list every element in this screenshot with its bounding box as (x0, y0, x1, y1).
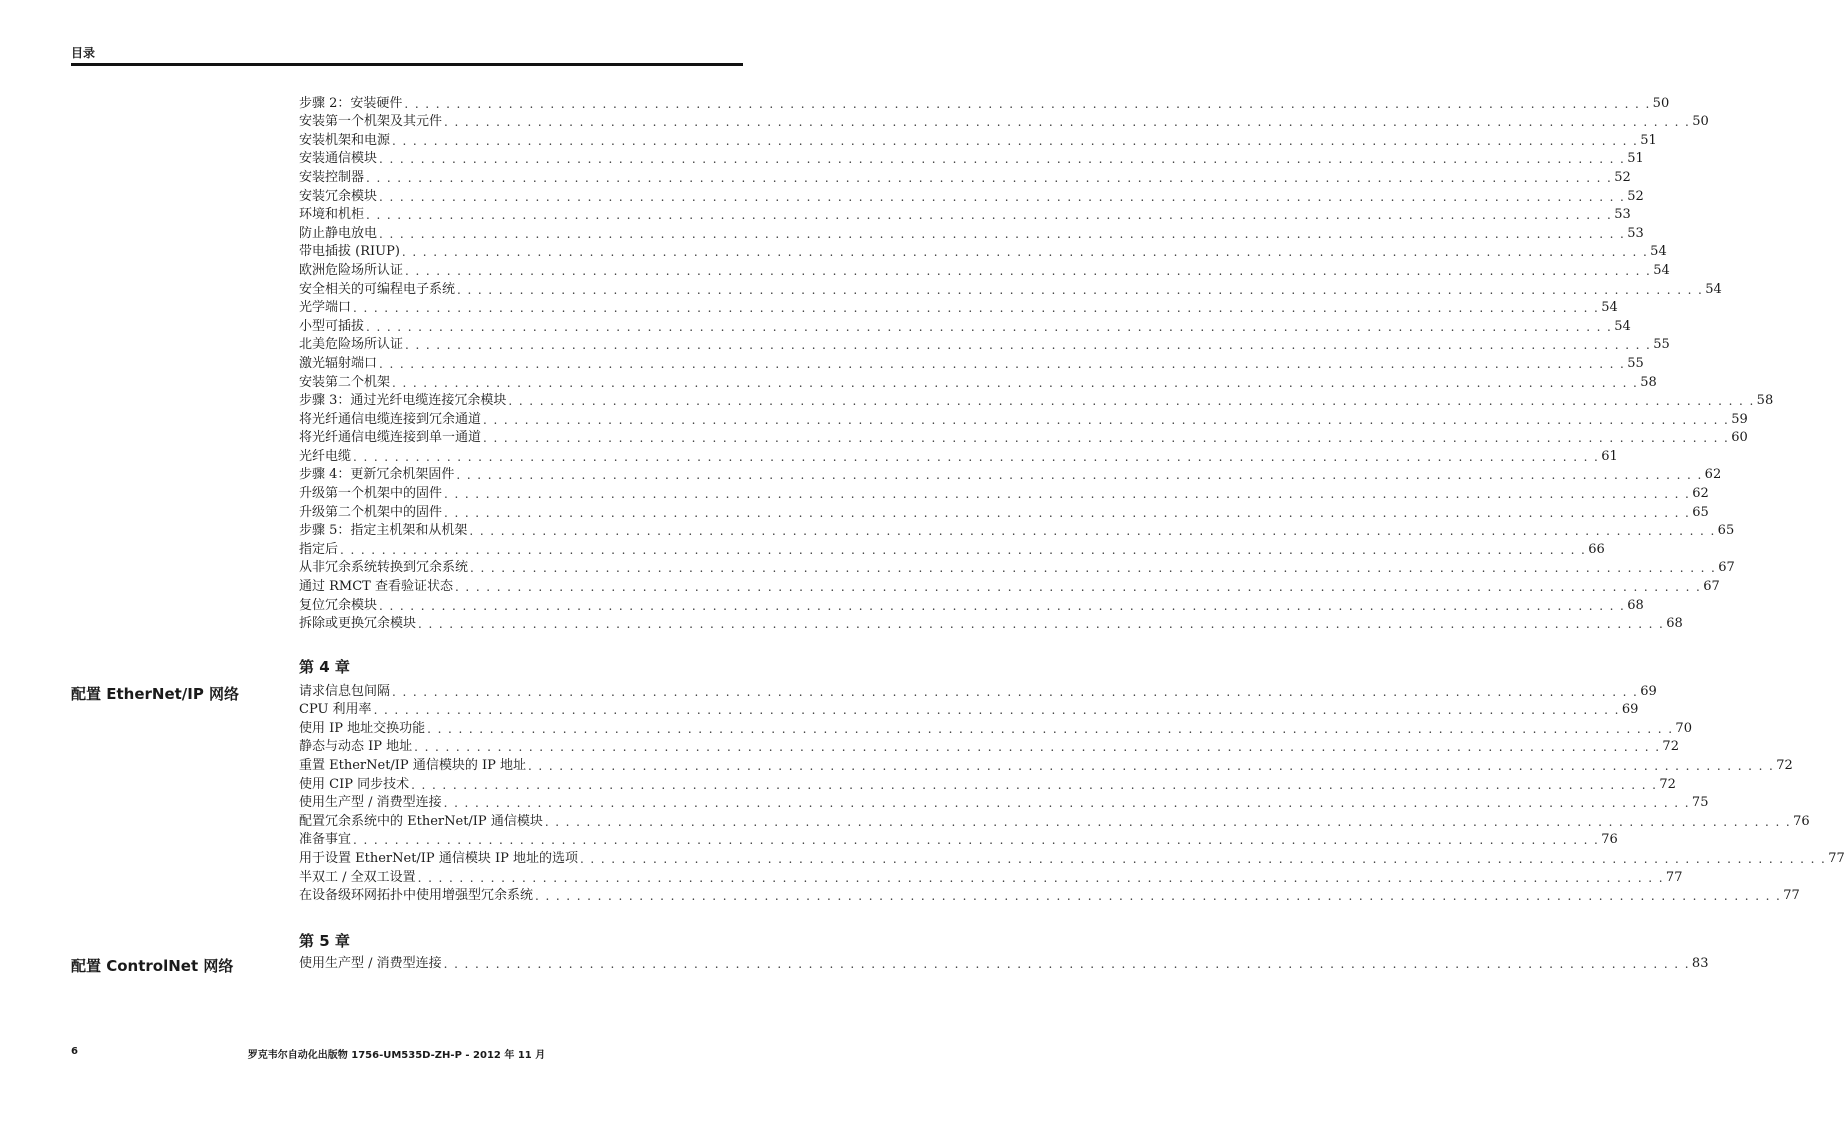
toc-entry[interactable] (299, 168, 1631, 187)
toc-leader-dots: . . . . . . . . . . . . . . . . . . . . . . . . . . . . . . . . . . . . . . . . . . . . . . . . . . . . . . . . . . . . . . . . . . . . . . . . . . . . . . . . . . . . . . . . . . . . . . . . . . . . . . . . . . . . . . . . . . . . . . . . (411, 777, 1658, 792)
toc-list-group-1 (299, 94, 1774, 633)
toc-leader-dots: . . . . . . . . . . . . . . . . . . . . . . . . . . . . . . . . . . . . . . . . . . . . . . . . . . . . . . . . . . . . . . . . . . . . . . . . . . . . . . . . . . . . . . . . . . . . . . . . . . . . . . . . . . . . . . . . . . . . . . . . (483, 431, 1730, 446)
toc-entry-title: 半双工 / 全双工设置 (299, 869, 416, 885)
toc-entry-title: 小型可插拔 (299, 318, 365, 334)
toc-entry-page: 76 (1601, 832, 1618, 848)
chapter-4-label: 第 4 章 (299, 658, 350, 676)
toc-entry-title: 将光纤通信电缆连接到单一通道 (299, 430, 482, 446)
toc-leader-dots: . . . . . . . . . . . . . . . . . . . . . . . . . . . . . . . . . . . . . . . . . . . . . . . . . . . . . . . . . . . . . . . . . . . . . . . . . . . . . . . . . . . . . . . . . . . . . . . . . . . . . . . . . . . . . . . . . . . . . . . . (404, 96, 1651, 111)
toc-entry-title: 安全相关的可编程电子系统 (299, 281, 456, 297)
toc-entry[interactable] (299, 224, 1644, 243)
toc-entry-title: CPU 利用率 (299, 702, 372, 718)
toc-entry-title: 使用生产型 / 消费型连接 (299, 795, 442, 811)
toc-entry-title: 在设备级环网拓扑中使用增强型冗余系统 (299, 888, 534, 904)
toc-entry[interactable] (299, 682, 1657, 701)
toc-entry[interactable] (299, 466, 1722, 485)
toc-leader-dots: . . . . . . . . . . . . . . . . . . . . . . . . . . . . . . . . . . . . . . . . . . . . . . . . . . . . . . . . . . . . . . . . . . . . . . . . . . . . . . . . . . . . . . . . . . . . . . . . . . . . . . . . . . . . . . . . . . . . . . . . (544, 814, 1792, 829)
toc-entry[interactable] (299, 243, 1667, 262)
toc-entry-page: 65 (1717, 523, 1735, 539)
toc-leader-dots: . . . . . . . . . . . . . . . . . . . . . . . . . . . . . . . . . . . . . . . . . . . . . . . . . . . . . . . . . . . . . . . . . . . . . . . . . . . . . . . . . . . . . . . . . . . . . . . . . . . . . . . . . . . . . . . . . . . . . . . . (418, 617, 1665, 632)
toc-entry-title: 通过 RMCT 查看验证状态 (299, 579, 453, 595)
toc-leader-dots: . . . . . . . . . . . . . . . . . . . . . . . . . . . . . . . . . . . . . . . . . . . . . . . . . . . . . . . . . . . . . . . . . . . . . . . . . . . . . . . . . . . . . . . . . . . . . . . . . . . . . . . . . . . . . . . . . . . . . . . . (508, 394, 1755, 409)
toc-entry[interactable] (299, 775, 1676, 794)
toc-entry-page: 54 (1650, 244, 1667, 260)
toc-entry[interactable] (299, 280, 1722, 299)
toc-entry[interactable] (299, 559, 1735, 578)
toc-entry[interactable] (299, 317, 1631, 336)
toc-entry-page: 53 (1627, 225, 1644, 241)
toc-leader-dots: . . . . . . . . . . . . . . . . . . . . . . . . . . . . . . . . . . . . . . . . . . . . . . . . . . . . . . . . . . . . . . . . . . . . . . . . . . . . . . . . . . . . . . . . . . . . . . . . . . . . . . . . . . . . . . . . . . . . . . . . (379, 356, 1626, 371)
toc-entry-page: 61 (1601, 448, 1618, 464)
chapter-5-section-title: 配置 ControlNet 网络 (71, 957, 234, 975)
toc-leader-dots: . . . . . . . . . . . . . . . . . . . . . . . . . . . . . . . . . . . . . . . . . . . . . . . . . . . . . . . . . . . . . . . . . . . . . . . . . . . . . . . . . . . . . . . . . . . . . . . . . . . . . . . . . . . . . . . . . . . . . . . . (417, 870, 1664, 885)
toc-entry-page: 53 (1614, 207, 1631, 223)
toc-leader-dots: . . . . . . . . . . . . . . . . . . . . . . . . . . . . . . . . . . . . . . . . . . . . . . . . . . . . . . . . . . . . . . . . . . . . . . . . . . . . . . . . . . . . . . . . . . . . . . . . . . . . . . . . . . . . . . . . . . . . . . . . (353, 301, 1600, 316)
toc-entry-title: 配置冗余系统中的 EtherNet/IP 通信模块 (299, 813, 543, 829)
toc-list-chapter-4 (299, 682, 1845, 905)
toc-entry-page: 58 (1640, 374, 1657, 390)
toc-entry-title: 安装机架和电源 (299, 132, 391, 148)
chapter-4-section-title: 配置 EtherNet/IP 网络 (71, 685, 240, 703)
toc-entry[interactable] (299, 868, 1683, 887)
toc-entry[interactable] (299, 447, 1618, 466)
toc-entry-title: 步骤 3：通过光纤电缆连接冗余模块 (299, 393, 507, 409)
toc-leader-dots: . . . . . . . . . . . . . . . . . . . . . . . . . . . . . . . . . . . . . . . . . . . . . . . . . . . . . . . . . . . . . . . . . . . . . . . . . . . . . . . . . . . . . . . . . . . . . . . . . . . . . . . . . . . . . . . . . . . . . . . . (414, 740, 1661, 755)
toc-leader-dots: . . . . . . . . . . . . . . . . . . . . . . . . . . . . . . . . . . . . . . . . . . . . . . . . . . . . . . . . . . . . . . . . . . . . . . . . . . . . . . . . . . . . . . . . . . . . . . . . . . . . . . . . . . . . . . . . . . . . . . . . (340, 542, 1587, 557)
toc-entry[interactable] (299, 354, 1644, 373)
toc-entry-title: 环境和机柜 (299, 207, 365, 223)
toc-entry[interactable] (299, 373, 1657, 392)
toc-entry-title: 静态与动态 IP 地址 (299, 739, 413, 755)
toc-leader-dots: . . . . . . . . . . . . . . . . . . . . . . . . . . . . . . . . . . . . . . . . . . . . . . . . . . . . . . . . . . . . . . . . . . . . . . . . . . . . . . . . . . . . . . . . . . . . . . . . . . . . . . . . . . . . . . . . . . . . . . . . (444, 487, 1691, 502)
toc-leader-dots: . . . . . . . . . . . . . . . . . . . . . . . . . . . . . . . . . . . . . . . . . . . . . . . . . . . . . . . . . . . . . . . . . . . . . . . . . . . . . . . . . . . . . . . . . . . . . . . . . . . . . . . . . . . . . . . . . . . . . . . . (379, 189, 1626, 204)
toc-leader-dots: . . . . . . . . . . . . . . . . . . . . . . . . . . . . . . . . . . . . . . . . . . . . . . . . . . . . . . . . . . . . . . . . . . . . . . . . . . . . . . . . . . . . . . . . . . . . . . . . . . . . . . . . . . . . . . . . . . . . . . . . (579, 851, 1827, 866)
toc-entry-page: 51 (1640, 132, 1657, 148)
toc-leader-dots: . . . . . . . . . . . . . . . . . . . . . . . . . . . . . . . . . . . . . . . . . . . . . . . . . . . . . . . . . . . . . . . . . . . . . . . . . . . . . . . . . . . . . . . . . . . . . . . . . . . . . . . . . . . . . . . . . . . . . . . . (443, 956, 1690, 971)
toc-entry[interactable] (299, 113, 1709, 132)
toc-leader-dots: . . . . . . . . . . . . . . . . . . . . . . . . . . . . . . . . . . . . . . . . . . . . . . . . . . . . . . . . . . . . . . . . . . . . . . . . . . . . . . . . . . . . . . . . . . . . . . . . . . . . . . . . . . . . . . . . . . . . . . . . (457, 282, 1704, 297)
toc-leader-dots: . . . . . . . . . . . . . . . . . . . . . . . . . . . . . . . . . . . . . . . . . . . . . . . . . . . . . . . . . . . . . . . . . . . . . . . . . . . . . . . . . . . . . . . . . . . . . . . . . . . . . . . . . . . . . . . . . . . . . . . . (456, 468, 1703, 483)
toc-leader-dots: . . . . . . . . . . . . . . . . . . . . . . . . . . . . . . . . . . . . . . . . . . . . . . . . . . . . . . . . . . . . . . . . . . . . . . . . . . . . . . . . . . . . . . . . . . . . . . . . . . . . . . . . . . . . . . . . . . . . . . . . (469, 524, 1716, 539)
toc-entry-page: 72 (1659, 776, 1676, 792)
toc-entry-title: 准备事宜 (299, 832, 352, 848)
toc-leader-dots: . . . . . . . . . . . . . . . . . . . . . . . . . . . . . . . . . . . . . . . . . . . . . . . . . . . . . . . . . . . . . . . . . . . . . . . . . . . . . . . . . . . . . . . . . . . . . . . . . . . . . . . . . . . . . . . . . . . . . . . . (443, 796, 1690, 811)
toc-entry[interactable] (299, 738, 1679, 757)
toc-entry-title: 重置 EtherNet/IP 通信模块的 IP 地址 (299, 757, 526, 773)
toc-entry-title: 升级第二个机架中的固件 (299, 504, 443, 520)
toc-entry-page: 60 (1731, 430, 1748, 446)
toc-entry-page: 58 (1756, 393, 1774, 409)
toc-entry-title: 指定后 (299, 541, 339, 557)
header-title: 目录 (71, 46, 96, 60)
toc-leader-dots: . . . . . . . . . . . . . . . . . . . . . . . . . . . . . . . . . . . . . . . . . . . . . . . . . . . . . . . . . . . . . . . . . . . . . . . . . . . . . . . . . . . . . . . . . . . . . . . . . . . . . . . . . . . . . . . . . . . . . . . . (379, 598, 1626, 613)
toc-entry[interactable] (299, 522, 1735, 541)
toc-entry[interactable] (299, 596, 1644, 615)
toc-entry[interactable] (299, 887, 1800, 906)
toc-entry-page: 54 (1614, 318, 1631, 334)
toc-entry-page: 68 (1627, 597, 1644, 613)
toc-entry-page: 83 (1691, 955, 1709, 971)
toc-entry-page: 62 (1704, 467, 1722, 483)
toc-leader-dots: . . . . . . . . . . . . . . . . . . . . . . . . . . . . . . . . . . . . . . . . . . . . . . . . . . . . . . . . . . . . . . . . . . . . . . . . . . . . . . . . . . . . . . . . . . . . . . . . . . . . . . . . . . . . . . . . . . . . . . . . (535, 889, 1782, 904)
toc-leader-dots: . . . . . . . . . . . . . . . . . . . . . . . . . . . . . . . . . . . . . . . . . . . . . . . . . . . . . . . . . . . . . . . . . . . . . . . . . . . . . . . . . . . . . . . . . . . . . . . . . . . . . . . . . . . . . . . . . . . . . . . . (392, 684, 1639, 699)
toc-entry-title: 步骤 4：更新冗余机架固件 (299, 467, 455, 483)
toc-entry-title: 复位冗余模块 (299, 597, 378, 613)
toc-entry[interactable] (299, 615, 1683, 634)
toc-entry-title: 带电插拔 (RIUP) (299, 244, 400, 260)
toc-leader-dots: . . . . . . . . . . . . . . . . . . . . . . . . . . . . . . . . . . . . . . . . . . . . . . . . . . . . . . . . . . . . . . . . . . . . . . . . . . . . . . . . . . . . . . . . . . . . . . . . . . . . . . . . . . . . . . . . . . . . . . . . (392, 375, 1639, 390)
toc-entry-title: 光纤电缆 (299, 448, 352, 464)
header-rule (71, 63, 743, 66)
toc-entry-title: 安装第一个机架及其元件 (299, 114, 443, 130)
toc-leader-dots: . . . . . . . . . . . . . . . . . . . . . . . . . . . . . . . . . . . . . . . . . . . . . . . . . . . . . . . . . . . . . . . . . . . . . . . . . . . . . . . . . . . . . . . . . . . . . . . . . . . . . . . . . . . . . . . . . . . . . . . . (373, 703, 1620, 718)
toc-entry[interactable] (299, 503, 1709, 522)
toc-entry-title: 从非冗余系统转换到冗余系统 (299, 560, 469, 576)
toc-entry-page: 77 (1783, 888, 1800, 904)
toc-entry[interactable] (299, 577, 1720, 596)
toc-entry[interactable] (299, 540, 1605, 559)
toc-entry-page: 52 (1614, 169, 1631, 185)
footer-publication: 罗克韦尔自动化出版物 1756-UM535D-ZH-P - 2012 年 11 月 (247, 1050, 546, 1061)
toc-entry-page: 51 (1627, 151, 1644, 167)
toc-list-chapter-5 (299, 954, 1709, 973)
toc-leader-dots: . . . . . . . . . . . . . . . . . . . . . . . . . . . . . . . . . . . . . . . . . . . . . . . . . . . . . . . . . . . . . . . . . . . . . . . . . . . . . . . . . . . . . . . . . . . . . . . . . . . . . . . . . . . . . . . . . . . . . . . . (444, 115, 1691, 130)
toc-entry[interactable] (299, 701, 1639, 720)
toc-leader-dots: . . . . . . . . . . . . . . . . . . . . . . . . . . . . . . . . . . . . . . . . . . . . . . . . . . . . . . . . . . . . . . . . . . . . . . . . . . . . . . . . . . . . . . . . . . . . . . . . . . . . . . . . . . . . . . . . . . . . . . . . (401, 245, 1649, 260)
toc-leader-dots: . . . . . . . . . . . . . . . . . . . . . . . . . . . . . . . . . . . . . . . . . . . . . . . . . . . . . . . . . . . . . . . . . . . . . . . . . . . . . . . . . . . . . . . . . . . . . . . . . . . . . . . . . . . . . . . . . . . . . . . . (392, 133, 1639, 148)
toc-entry-page: 50 (1692, 114, 1709, 130)
toc-leader-dots: . . . . . . . . . . . . . . . . . . . . . . . . . . . . . . . . . . . . . . . . . . . . . . . . . . . . . . . . . . . . . . . . . . . . . . . . . . . . . . . . . . . . . . . . . . . . . . . . . . . . . . . . . . . . . . . . . . . . . . . . (527, 758, 1775, 773)
toc-leader-dots: . . . . . . . . . . . . . . . . . . . . . . . . . . . . . . . . . . . . . . . . . . . . . . . . . . . . . . . . . . . . . . . . . . . . . . . . . . . . . . . . . . . . . . . . . . . . . . . . . . . . . . . . . . . . . . . . . . . . . . . . (444, 505, 1691, 520)
toc-entry-page: 67 (1703, 579, 1720, 595)
toc-entry[interactable] (299, 261, 1670, 280)
toc-entry-title: 光学端口 (299, 300, 352, 316)
toc-leader-dots: . . . . . . . . . . . . . . . . . . . . . . . . . . . . . . . . . . . . . . . . . . . . . . . . . . . . . . . . . . . . . . . . . . . . . . . . . . . . . . . . . . . . . . . . . . . . . . . . . . . . . . . . . . . . . . . . . . . . . . . . (454, 580, 1702, 595)
toc-leader-dots: . . . . . . . . . . . . . . . . . . . . . . . . . . . . . . . . . . . . . . . . . . . . . . . . . . . . . . . . . . . . . . . . . . . . . . . . . . . . . . . . . . . . . . . . . . . . . . . . . . . . . . . . . . . . . . . . . . . . . . . . (483, 412, 1730, 427)
toc-entry-title: 安装第二个机架 (299, 374, 391, 390)
toc-entry[interactable] (299, 299, 1618, 318)
toc-entry-page: 54 (1601, 300, 1618, 316)
toc-entry-page: 54 (1653, 262, 1670, 278)
toc-entry-title: 步骤 5：指定主机架和从机架 (299, 523, 468, 539)
toc-leader-dots: . . . . . . . . . . . . . . . . . . . . . . . . . . . . . . . . . . . . . . . . . . . . . . . . . . . . . . . . . . . . . . . . . . . . . . . . . . . . . . . . . . . . . . . . . . . . . . . . . . . . . . . . . . . . . . . . . . . . . . . . (379, 226, 1626, 241)
toc-entry[interactable] (299, 94, 1670, 113)
toc-leader-dots: . . . . . . . . . . . . . . . . . . . . . . . . . . . . . . . . . . . . . . . . . . . . . . . . . . . . . . . . . . . . . . . . . . . . . . . . . . . . . . . . . . . . . . . . . . . . . . . . . . . . . . . . . . . . . . . . . . . . . . . . (366, 208, 1613, 223)
toc-entry-title: 请求信息包间隔 (299, 683, 391, 699)
toc-entry-page: 55 (1653, 337, 1670, 353)
toc-entry[interactable] (299, 849, 1845, 868)
toc-entry-title: 欧洲危险场所认证 (299, 262, 404, 278)
toc-entry-title: 使用 IP 地址交换功能 (299, 720, 426, 736)
toc-entry[interactable] (299, 756, 1793, 775)
toc-entry-title: 升级第一个机架中的固件 (299, 486, 443, 502)
toc-entry-page: 65 (1692, 504, 1709, 520)
toc-entry-page: 67 (1718, 560, 1735, 576)
toc-entry[interactable] (299, 410, 1748, 429)
toc-entry-title: 安装冗余模块 (299, 188, 378, 204)
toc-entry-page: 52 (1627, 188, 1644, 204)
toc-entry-title: 防止静电放电 (299, 225, 378, 241)
toc-entry[interactable] (299, 719, 1692, 738)
toc-entry[interactable] (299, 954, 1709, 973)
toc-entry-page: 50 (1652, 95, 1670, 111)
toc-entry[interactable] (299, 392, 1774, 411)
toc-leader-dots: . . . . . . . . . . . . . . . . . . . . . . . . . . . . . . . . . . . . . . . . . . . . . . . . . . . . . . . . . . . . . . . . . . . . . . . . . . . . . . . . . . . . . . . . . . . . . . . . . . . . . . . . . . . . . . . . . . . . . . . . (427, 721, 1674, 736)
toc-entry-page: 70 (1675, 720, 1692, 736)
toc-entry[interactable] (299, 812, 1810, 831)
toc-entry-title: 使用 CIP 同步技术 (299, 776, 410, 792)
footer-page-number: 6 (71, 1046, 78, 1057)
toc-entry-title: 北美危险场所认证 (299, 337, 404, 353)
toc-entry-page: 68 (1666, 616, 1683, 632)
toc-entry[interactable] (299, 187, 1644, 206)
toc-entry-page: 55 (1627, 355, 1644, 371)
toc-entry-page: 77 (1665, 869, 1683, 885)
toc-entry-page: 75 (1691, 795, 1709, 811)
toc-leader-dots: . . . . . . . . . . . . . . . . . . . . . . . . . . . . . . . . . . . . . . . . . . . . . . . . . . . . . . . . . . . . . . . . . . . . . . . . . . . . . . . . . . . . . . . . . . . . . . . . . . . . . . . . . . . . . . . . . . . . . . . . (405, 263, 1652, 278)
toc-leader-dots: . . . . . . . . . . . . . . . . . . . . . . . . . . . . . . . . . . . . . . . . . . . . . . . . . . . . . . . . . . . . . . . . . . . . . . . . . . . . . . . . . . . . . . . . . . . . . . . . . . . . . . . . . . . . . . . . . . . . . . . . (405, 338, 1652, 353)
toc-entry[interactable] (299, 831, 1618, 850)
toc-entry[interactable] (299, 150, 1644, 169)
toc-leader-dots: . . . . . . . . . . . . . . . . . . . . . . . . . . . . . . . . . . . . . . . . . . . . . . . . . . . . . . . . . . . . . . . . . . . . . . . . . . . . . . . . . . . . . . . . . . . . . . . . . . . . . . . . . . . . . . . . . . . . . . . . (379, 152, 1626, 167)
toc-entry-title: 使用生产型 / 消费型连接 (299, 955, 442, 971)
toc-entry-page: 72 (1776, 757, 1793, 773)
toc-leader-dots: . . . . . . . . . . . . . . . . . . . . . . . . . . . . . . . . . . . . . . . . . . . . . . . . . . . . . . . . . . . . . . . . . . . . . . . . . . . . . . . . . . . . . . . . . . . . . . . . . . . . . . . . . . . . . . . . . . . . . . . . (470, 561, 1717, 576)
toc-leader-dots: . . . . . . . . . . . . . . . . . . . . . . . . . . . . . . . . . . . . . . . . . . . . . . . . . . . . . . . . . . . . . . . . . . . . . . . . . . . . . . . . . . . . . . . . . . . . . . . . . . . . . . . . . . . . . . . . . . . . . . . . (353, 449, 1600, 464)
toc-entry-page: 62 (1692, 486, 1709, 502)
toc-entry-title: 安装控制器 (299, 169, 365, 185)
toc-entry-page: 69 (1621, 702, 1639, 718)
toc-entry-title: 用于设置 EtherNet/IP 通信模块 IP 地址的选项 (299, 850, 578, 866)
toc-leader-dots: . . . . . . . . . . . . . . . . . . . . . . . . . . . . . . . . . . . . . . . . . . . . . . . . . . . . . . . . . . . . . . . . . . . . . . . . . . . . . . . . . . . . . . . . . . . . . . . . . . . . . . . . . . . . . . . . . . . . . . . . (366, 170, 1613, 185)
toc-entry-page: 54 (1705, 281, 1722, 297)
toc-entry-title: 将光纤通信电缆连接到冗余通道 (299, 411, 482, 427)
toc-leader-dots: . . . . . . . . . . . . . . . . . . . . . . . . . . . . . . . . . . . . . . . . . . . . . . . . . . . . . . . . . . . . . . . . . . . . . . . . . . . . . . . . . . . . . . . . . . . . . . . . . . . . . . . . . . . . . . . . . . . . . . . . (353, 833, 1600, 848)
toc-leader-dots: . . . . . . . . . . . . . . . . . . . . . . . . . . . . . . . . . . . . . . . . . . . . . . . . . . . . . . . . . . . . . . . . . . . . . . . . . . . . . . . . . . . . . . . . . . . . . . . . . . . . . . . . . . . . . . . . . . . . . . . . (366, 319, 1613, 334)
toc-entry[interactable] (299, 429, 1748, 448)
chapter-5-label: 第 5 章 (299, 932, 350, 950)
toc-entry[interactable] (299, 484, 1709, 503)
toc-entry[interactable] (299, 131, 1657, 150)
toc-entry-title: 拆除或更换冗余模块 (299, 616, 417, 632)
toc-entry-page: 66 (1588, 541, 1605, 557)
toc-entry-page: 69 (1640, 683, 1657, 699)
toc-entry-title: 步骤 2：安装硬件 (299, 95, 403, 111)
toc-entry[interactable] (299, 336, 1670, 355)
toc-entry-title: 激光辐射端口 (299, 355, 378, 371)
toc-entry-title: 安装通信模块 (299, 151, 378, 167)
toc-entry-page: 76 (1793, 813, 1810, 829)
toc-entry[interactable] (299, 206, 1631, 225)
toc-entry-page: 72 (1662, 739, 1679, 755)
toc-entry[interactable] (299, 794, 1709, 813)
toc-entry-page: 77 (1828, 850, 1845, 866)
toc-entry-page: 59 (1731, 411, 1748, 427)
